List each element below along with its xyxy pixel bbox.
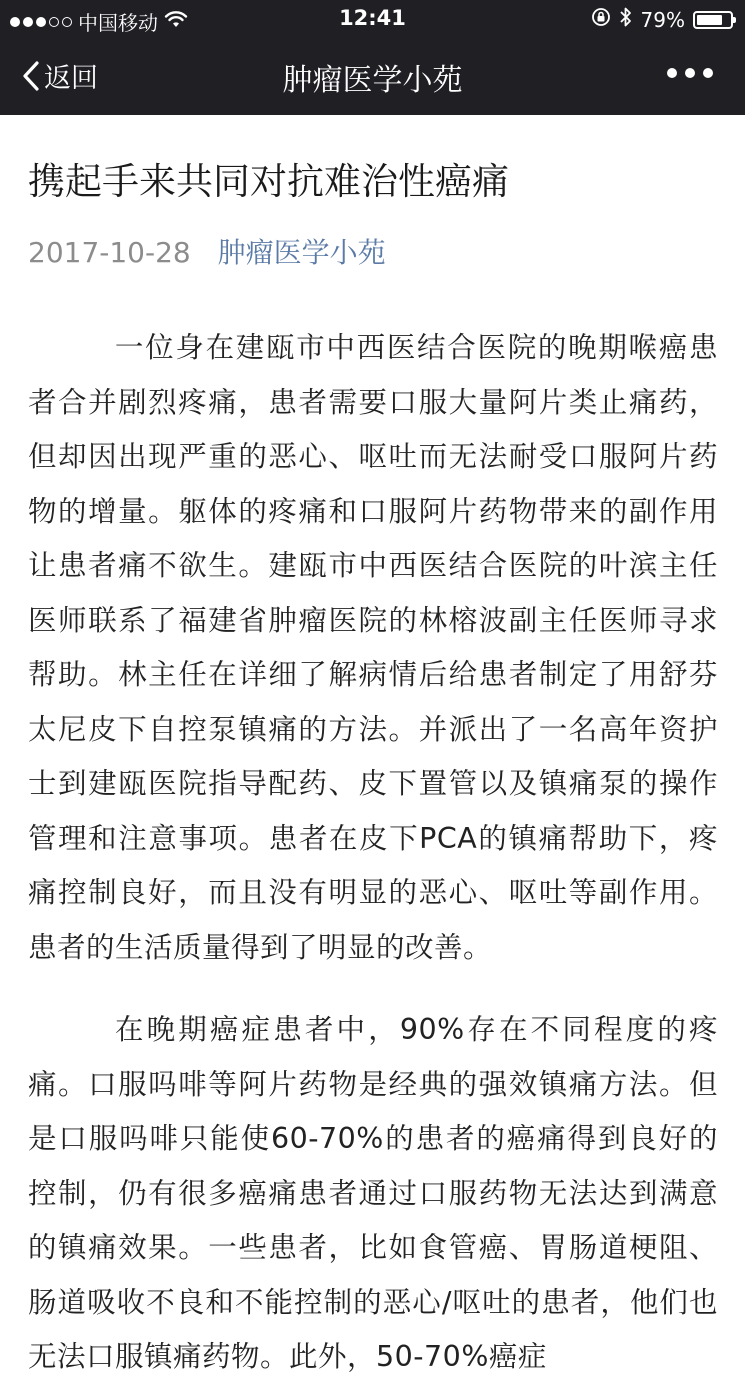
account-link[interactable]: 肿瘤医学小苑 bbox=[217, 236, 386, 269]
top-bar bbox=[0, 0, 745, 115]
bluetooth-icon bbox=[619, 6, 633, 33]
orientation-lock-icon bbox=[591, 7, 611, 32]
article-paragraph: 在晚期癌症患者中，90%存在不同程度的疼痛。口服吗啡等阿片药物是经典的强效镇痛方法。但是口服吗啡只能使60-70%的患者的癌痛得到良好的控制，仍有很多癌痛患者通过口服药物无法达到满意的镇痛效果。一些患者，比如食管癌、胃肠道梗阻、肠道吸收不良和不能控制的恶心/呕吐的患者，他们也无法口服镇痛药物。此外，50-70%癌症 bbox=[28, 1013, 718, 1373]
carrier-name: 中国移动 bbox=[78, 11, 158, 35]
battery-level-fill bbox=[697, 15, 722, 25]
status-time: 12:41 bbox=[339, 6, 406, 30]
more-dot bbox=[685, 68, 695, 78]
article-content bbox=[28, 115, 718, 1385]
battery-percent: 79% bbox=[640, 7, 685, 32]
status-bar bbox=[0, 0, 745, 38]
status-right bbox=[591, 6, 733, 33]
more-dot bbox=[703, 68, 713, 78]
battery-icon bbox=[693, 11, 733, 29]
article-title: 携起手来共同对抗难治性癌痛 bbox=[28, 160, 509, 203]
article-paragraph: 一位身在建瓯市中西医结合医院的晚期喉癌患者合并剧烈疼痛，患者需要口服大量阿片类止痛药，但却因出现严重的恶心、呕吐而无法耐受口服阿片药物的增量。躯体的疼痛和口服阿片药物带来的副作用让患者痛不欲生。建瓯市中西医结合医院的叶滨主任医师联系了福建省肿瘤医院的林榕波副主任医师寻求帮助。林主任在详细了解病情后给患者制定了用舒芬太尼皮下自控泵镇痛的方法。并派出了一名高年资护士到建瓯医院指导配药、皮下置管以及镇痛泵的操作管理和注意事项。患者在皮下PCA的镇痛帮助下，疼痛控制良好，而且没有明显的恶心、呕吐等副作用。患者的生活质量得到了明显的改善。 bbox=[28, 331, 718, 964]
more-dot bbox=[667, 68, 677, 78]
publish-date: 2017-10-28 bbox=[28, 236, 191, 269]
nav-title: 肿瘤医学小苑 bbox=[282, 63, 463, 98]
more-icon[interactable] bbox=[667, 68, 713, 78]
nav-bar bbox=[0, 38, 745, 115]
article-meta bbox=[28, 233, 718, 273]
back-label: 返回 bbox=[44, 63, 98, 94]
